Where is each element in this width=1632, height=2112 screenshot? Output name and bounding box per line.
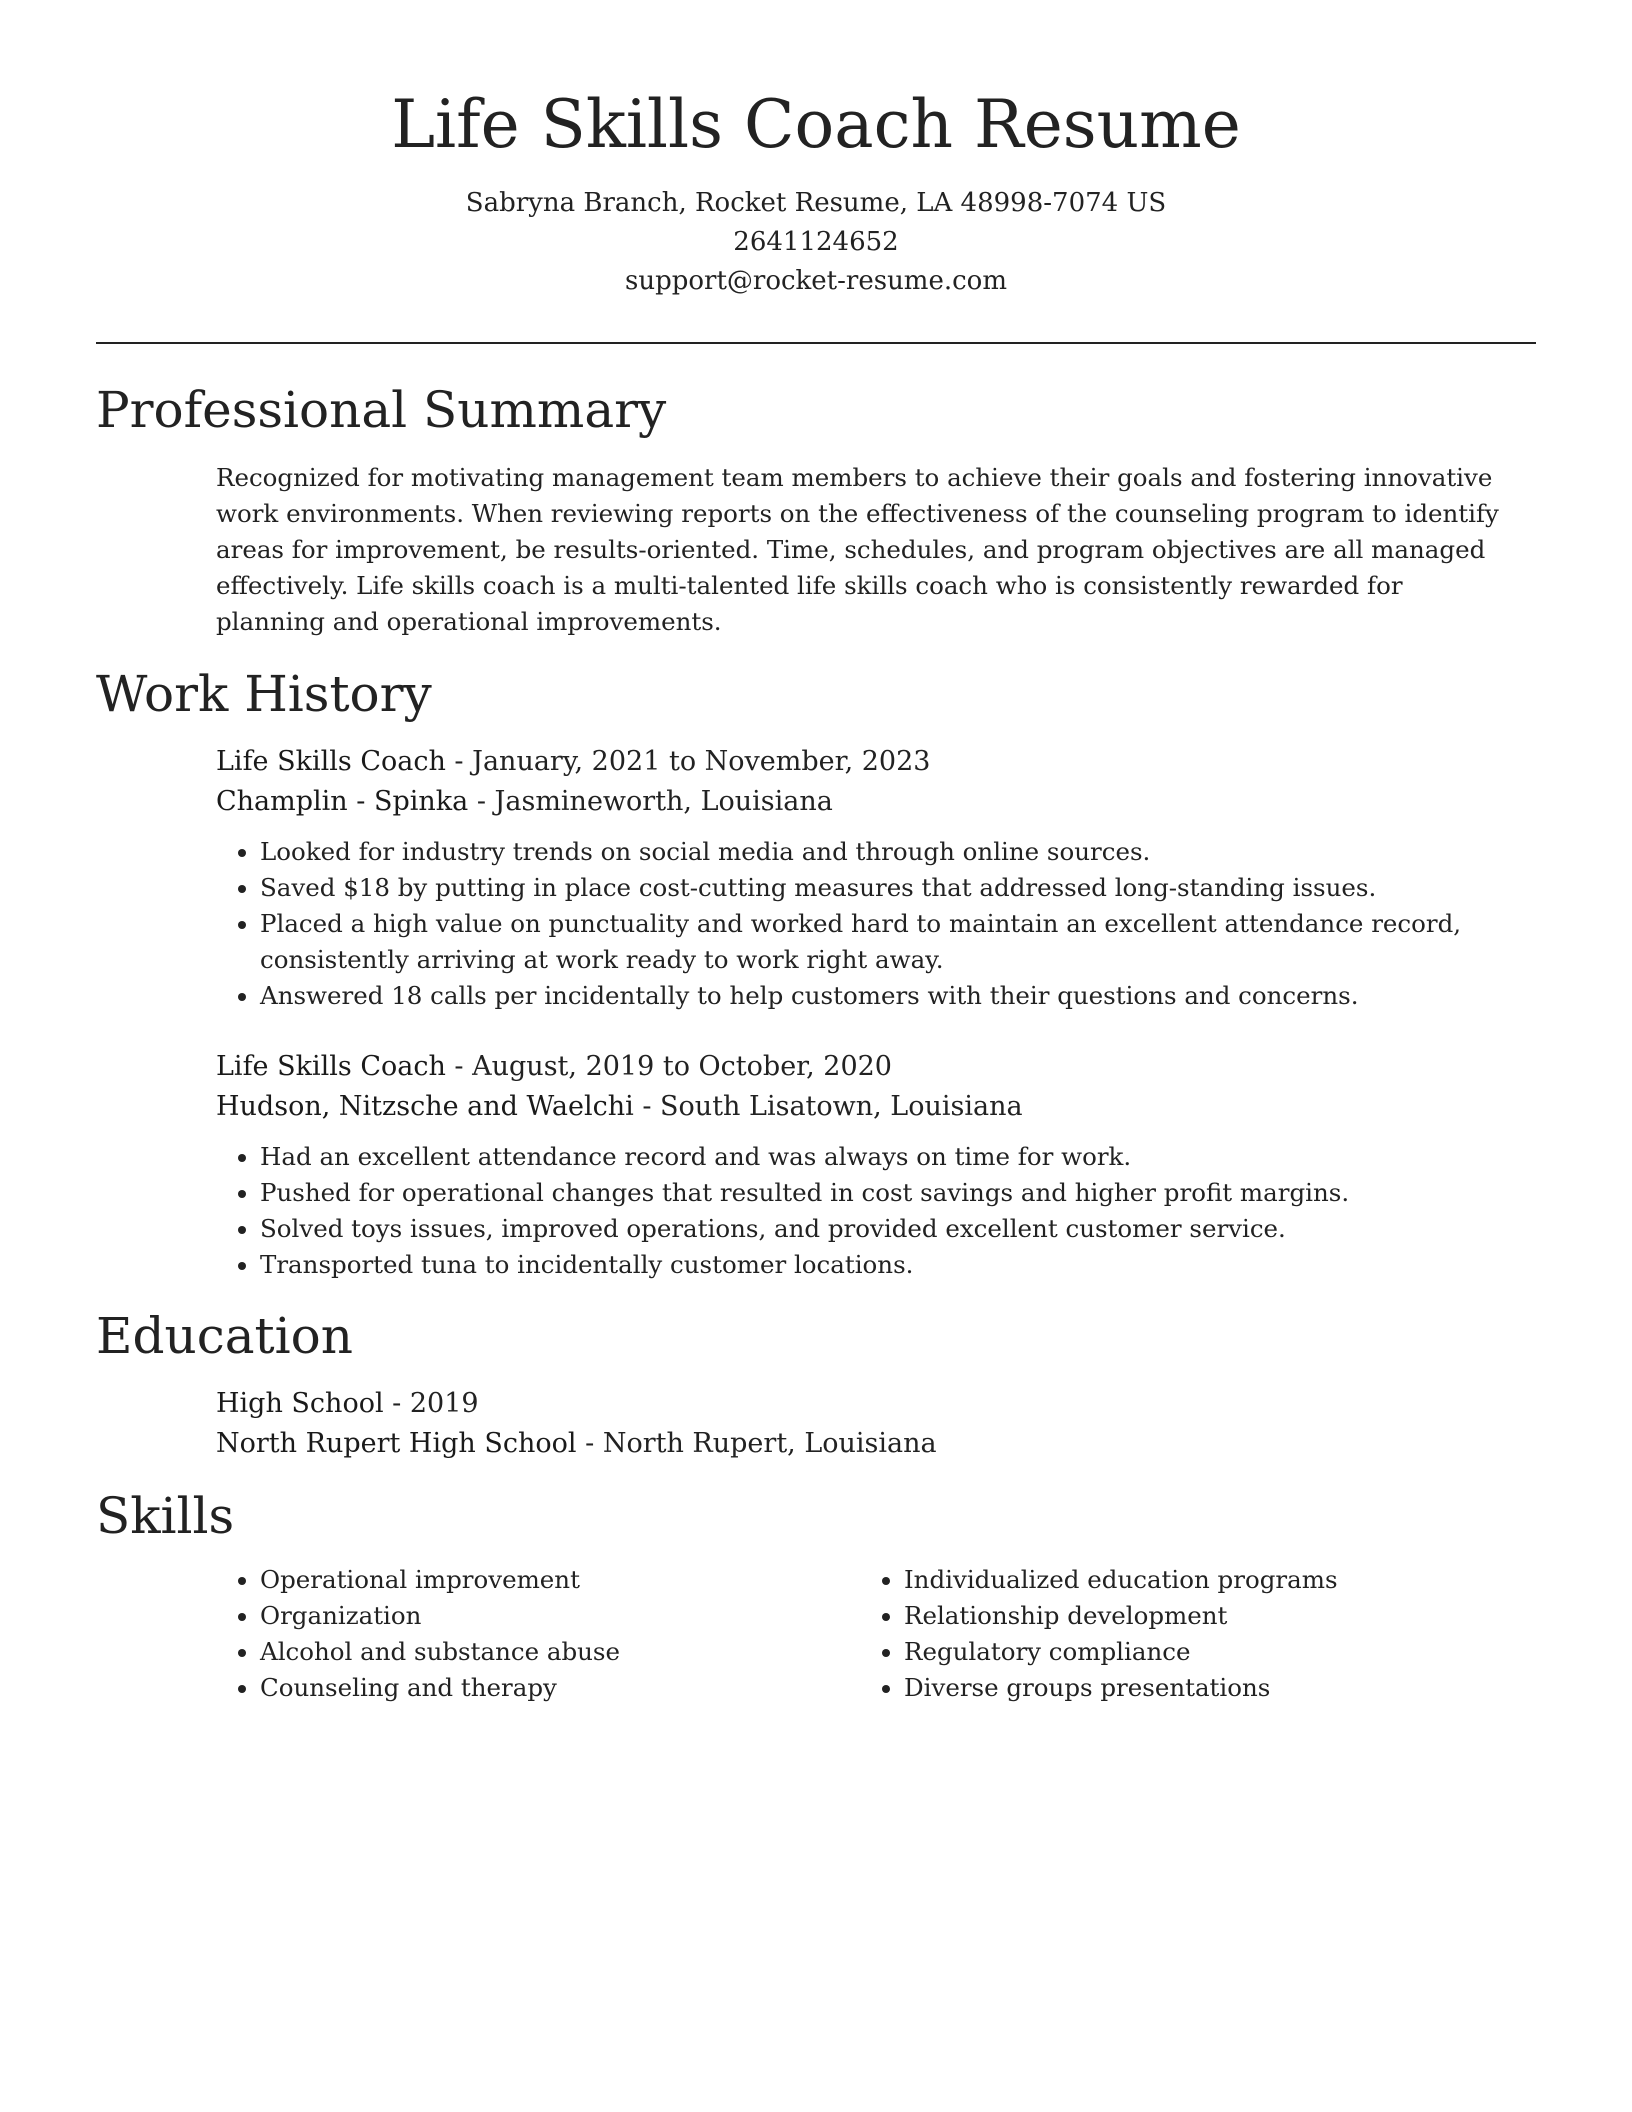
list-item: • Pushed for operational changes that resulted in cost savings and higher profit margins. <box>260 1175 1516 1211</box>
skill-item: • Alcohol and substance abuse <box>260 1634 836 1670</box>
page-title: Life Skills Coach Resume <box>391 86 1241 163</box>
contact-phone: 2641124652 <box>733 227 899 257</box>
list-item: • Transported tuna to incidentally customer locations. <box>260 1247 1516 1283</box>
skill-item: • Regulatory compliance <box>904 1634 1480 1670</box>
job-entry <box>216 1047 1516 1283</box>
list-item: • Saved $18 by putting in place cost-cutting measures that addressed long-standing issues. <box>260 870 1516 906</box>
education-heading: Education <box>96 1307 353 1365</box>
summary-text: Recognized for motivating management team members to achieve their goals and fostering innovative work environments. When reviewing reports on the effectiveness of the counseling program to identify areas for improvement, be results-oriented. Time, schedules, and program objectives are all managed effectively. Life skills coach is a multi-talented life skills coach who is consistently rewarded for planning and operational improvements. <box>216 463 1499 636</box>
job-dates: - January, 2021 to November, 2023 <box>445 746 931 777</box>
job-title-line <box>216 742 1516 782</box>
job-company-line <box>216 782 1516 822</box>
skill-item: • Diverse groups presentations <box>904 1670 1480 1706</box>
contact-address: Sabryna Branch, Rocket Resume, LA 48998-7074 US <box>465 188 1167 218</box>
job-company-line <box>216 1087 1516 1127</box>
education-entry <box>216 1384 1516 1464</box>
skills-heading: Skills <box>96 1487 235 1545</box>
resume-header <box>96 80 1536 301</box>
skills-list <box>860 1562 1480 1706</box>
education-degree-line <box>216 1384 1516 1424</box>
education-degree: High School <box>216 1388 384 1419</box>
job-title: Life Skills Coach <box>216 746 446 777</box>
list-item: • Answered 18 calls per incidentally to help customers with their questions and concerns. <box>260 978 1516 1014</box>
list-item: • Solved toys issues, improved operations, and provided excellent customer service. <box>260 1211 1516 1247</box>
education-school-line <box>216 1424 1516 1464</box>
job-title-line <box>216 1047 1516 1087</box>
skill-item: • Relationship development <box>904 1598 1480 1634</box>
skills-list <box>216 1562 836 1706</box>
list-item: • Had an excellent attendance record and was always on time for work. <box>260 1139 1516 1175</box>
job-entry <box>216 742 1516 1014</box>
skill-item: • Organization <box>260 1598 836 1634</box>
job-location: - Jasmineworth, Louisiana <box>468 786 833 817</box>
list-item: • Placed a high value on punctuality and worked hard to maintain an excellent attendance record, consistently arriving at work ready to work right away. <box>260 906 1516 978</box>
skill-item: • Individualized education programs <box>904 1562 1480 1598</box>
job-company: Hudson, Nitzsche and Waelchi <box>216 1091 634 1122</box>
education-location: - North Rupert, Louisiana <box>576 1428 937 1459</box>
header-divider <box>96 342 1536 344</box>
job-dates: - August, 2019 to October, 2020 <box>445 1051 892 1082</box>
skills-column-right <box>860 1562 1480 1706</box>
education-year: - 2019 <box>383 1388 479 1419</box>
skill-item: • Counseling and therapy <box>260 1670 836 1706</box>
work-history-heading: Work History <box>96 665 432 723</box>
job-company: Champlin - Spinka <box>216 786 469 817</box>
skill-item: • Operational improvement <box>260 1562 836 1598</box>
list-item: • Looked for industry trends on social media and through online sources. <box>260 834 1516 870</box>
job-bullets <box>216 1139 1516 1283</box>
summary-heading: Professional Summary <box>96 381 667 439</box>
job-title: Life Skills Coach <box>216 1051 446 1082</box>
contact-email: support@rocket-resume.com <box>624 266 1007 296</box>
skills-column-left <box>216 1562 836 1706</box>
job-bullets <box>216 834 1516 1014</box>
education-school: North Rupert High School <box>216 1428 577 1459</box>
job-location: - South Lisatown, Louisiana <box>633 1091 1023 1122</box>
